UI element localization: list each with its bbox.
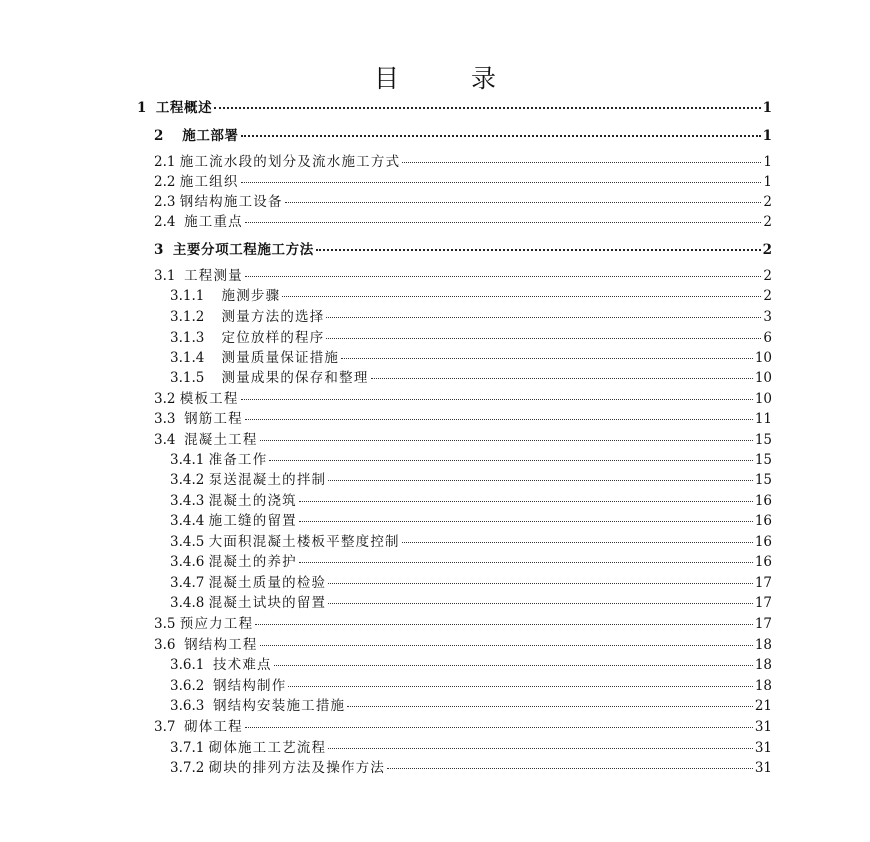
toc-entry[interactable]	[154, 240, 772, 260]
toc-entry[interactable]	[154, 430, 772, 450]
toc-entry[interactable]	[170, 328, 772, 348]
toc-entry-number: 3.4.7	[170, 575, 205, 591]
toc-entry-page-number: 31	[754, 719, 772, 735]
toc-dot-leader	[285, 198, 762, 203]
toc-entry-label: 大面积混凝土楼板平整度控制	[208, 534, 400, 550]
toc-entry-number: 3.1.3	[170, 330, 205, 346]
toc-entry-page-number: 18	[754, 637, 772, 653]
toc-dot-leader	[260, 641, 753, 646]
toc-entry-spacer	[175, 635, 184, 655]
toc-dot-leader	[241, 178, 762, 183]
toc-entry-spacer	[204, 696, 213, 716]
toc-entry[interactable]	[170, 368, 772, 388]
toc-entry-number: 3.1	[154, 268, 176, 284]
toc-entry-page-number: 15	[754, 432, 772, 448]
toc-dot-leader	[371, 374, 753, 379]
toc-entry[interactable]	[170, 738, 772, 758]
toc-entry[interactable]	[154, 152, 772, 172]
toc-entry-number: 3	[154, 242, 164, 258]
toc-entry-label: 砌体施工工艺流程	[208, 740, 327, 756]
toc-entry-number: 3.1.5	[170, 370, 205, 386]
toc-entry-label: 准备工作	[208, 452, 268, 468]
toc-entry-spacer	[146, 98, 155, 118]
toc-entry-spacer	[204, 655, 213, 675]
toc-entry-spacer	[204, 348, 221, 368]
toc-entry-page-number: 1	[762, 128, 772, 144]
toc-entry-number: 3.1.4	[170, 350, 205, 366]
toc-entry[interactable]	[170, 491, 772, 511]
toc-dot-leader	[387, 764, 753, 769]
toc-dot-leader	[245, 272, 762, 277]
toc-entry-label: 钢结构工程	[184, 637, 258, 653]
toc-entry-label: 混凝土质量的检验	[208, 575, 327, 591]
toc-entry-page-number: 21	[754, 698, 772, 714]
toc-entry-spacer	[175, 430, 184, 450]
toc-entry[interactable]	[137, 98, 772, 118]
toc-dot-leader	[274, 661, 753, 666]
toc-entry-spacer	[204, 286, 221, 306]
toc-entry-label: 预应力工程	[179, 616, 254, 632]
toc-dot-leader	[245, 723, 753, 728]
toc-entry-label: 混凝土的浇筑	[208, 493, 297, 509]
toc-dot-leader	[241, 395, 753, 400]
toc-entry-spacer	[204, 307, 221, 327]
toc-entry-number: 3.4	[154, 432, 176, 448]
toc-entry-spacer	[175, 212, 184, 232]
toc-entry-label: 施工重点	[184, 214, 243, 230]
toc-dot-leader	[282, 292, 761, 297]
toc-entry[interactable]	[170, 573, 772, 593]
toc-entry-page-number: 18	[754, 678, 772, 694]
toc-entry-page-number: 2	[763, 214, 772, 230]
page-title-part-1: 目	[373, 64, 399, 93]
toc-entry-page-number: 17	[754, 616, 772, 632]
toc-entry-spacer	[204, 368, 221, 388]
toc-entry[interactable]	[154, 389, 772, 409]
toc-entry[interactable]	[170, 552, 772, 572]
toc-entry[interactable]	[154, 717, 772, 737]
toc-entry-number: 3.5	[154, 616, 176, 632]
toc-dot-leader	[299, 497, 753, 502]
toc-dot-leader	[245, 218, 762, 223]
toc-entry-page-number: 2	[763, 268, 772, 284]
toc-entry-label: 工程概述	[155, 100, 213, 116]
toc-entry-page-number: 1	[763, 154, 772, 170]
toc-entry-label: 施工组织	[179, 174, 239, 190]
toc-entry-page-number: 15	[754, 472, 772, 488]
toc-entry-label: 工程测量	[184, 268, 243, 284]
toc-entry-number: 3.4.6	[170, 554, 205, 570]
toc-dot-leader	[260, 436, 753, 441]
toc-entry-page-number: 15	[754, 452, 772, 468]
toc-entry-page-number: 6	[763, 330, 772, 346]
toc-entry-number: 3.7	[154, 719, 176, 735]
toc-entry-page-number: 16	[754, 493, 772, 509]
toc-entry[interactable]	[154, 192, 772, 212]
toc-entry-page-number: 17	[754, 595, 772, 611]
toc-entry[interactable]	[154, 172, 772, 192]
page-title-part-2: 录	[471, 64, 497, 93]
toc-entry-label: 砌体工程	[184, 719, 243, 735]
toc-entry-label: 钢结构施工设备	[179, 194, 283, 210]
toc-entry-page-number: 31	[754, 740, 772, 756]
toc-entry-page-number: 10	[754, 370, 772, 386]
toc-entry-label: 施工部署	[182, 128, 239, 144]
toc-entry[interactable]	[154, 126, 772, 146]
toc-entry-page-number: 2	[762, 242, 772, 258]
toc-dot-leader	[255, 620, 753, 625]
toc-entry-label: 混凝土的养护	[208, 554, 297, 570]
toc-entry-number: 3.6.1	[170, 657, 205, 673]
toc-entry[interactable]	[170, 286, 772, 306]
toc-entry[interactable]	[170, 655, 772, 675]
toc-entry[interactable]	[170, 511, 772, 531]
toc-entry-label: 测量质量保证措施	[221, 350, 340, 366]
toc-entry-number: 3.4.4	[170, 513, 205, 529]
toc-dot-leader	[299, 558, 753, 563]
toc-entry-number: 3.4.1	[170, 452, 205, 468]
toc-entry-page-number: 2	[763, 194, 772, 210]
toc-dot-leader	[341, 354, 753, 359]
toc-entry-page-number: 1	[762, 100, 772, 116]
toc-entry[interactable]	[170, 676, 772, 696]
toc-dot-leader	[326, 313, 761, 318]
toc-entry-page-number: 16	[754, 534, 772, 550]
toc-entry[interactable]	[170, 348, 772, 368]
toc-entry-page-number: 16	[754, 554, 772, 570]
toc-entry-label: 混凝土工程	[184, 432, 258, 448]
toc-entry-spacer	[163, 240, 172, 260]
toc-entry[interactable]	[154, 409, 772, 429]
toc-entry-page-number: 10	[754, 350, 772, 366]
toc-entry-number: 3.3	[154, 411, 176, 427]
toc-dot-leader	[326, 334, 761, 339]
toc-entry-page-number: 16	[754, 513, 772, 529]
toc-dot-leader	[299, 517, 753, 522]
toc-entry[interactable]	[154, 614, 772, 634]
toc-entry[interactable]	[170, 532, 772, 552]
toc-entry[interactable]	[154, 635, 772, 655]
toc-dot-leader	[402, 538, 753, 543]
toc-dot-leader	[328, 579, 753, 584]
toc-entry-label: 施工缝的留置	[208, 513, 297, 529]
toc-entry-page-number: 17	[754, 575, 772, 591]
toc-entry-spacer	[204, 328, 221, 348]
toc-entry-number: 3.6.3	[170, 698, 205, 714]
toc-entry-spacer	[204, 676, 213, 696]
toc-dot-leader	[328, 744, 753, 749]
toc-entry[interactable]	[154, 266, 772, 286]
toc-entry-number: 3.7.2	[170, 760, 205, 776]
toc-entry-label: 模板工程	[179, 391, 239, 407]
toc-entry-number: 2.1	[154, 154, 176, 170]
toc-entry-number: 3.1.1	[170, 288, 205, 304]
toc-entry-label: 施工流水段的划分及流水施工方式	[179, 154, 401, 170]
toc-entry-spacer	[175, 717, 184, 737]
toc-entry-label: 钢结构制作	[212, 678, 287, 694]
toc-entry-label: 测量成果的保存和整理	[221, 370, 369, 386]
toc-entry-page-number: 3	[763, 309, 772, 325]
toc-entry[interactable]	[170, 470, 772, 490]
toc-entry-number: 3.4.5	[170, 534, 205, 550]
toc-entry-label: 钢结构安装施工措施	[212, 698, 346, 714]
toc-dot-leader	[347, 702, 753, 707]
toc-entry-number: 2.4	[154, 214, 176, 230]
toc-dot-leader	[245, 415, 753, 420]
toc-entry-page-number: 31	[754, 760, 772, 776]
toc-entry-number: 3.4.8	[170, 595, 205, 611]
toc-dot-leader	[214, 103, 760, 109]
toc-entry[interactable]	[154, 212, 772, 232]
toc-entry[interactable]	[170, 450, 772, 470]
toc-entry-label: 混凝土试块的留置	[208, 595, 327, 611]
toc-dot-leader	[241, 131, 761, 137]
toc-dot-leader	[288, 682, 752, 687]
toc-entry-page-number: 11	[754, 411, 772, 427]
toc-entry-number: 3.6.2	[170, 678, 205, 694]
toc-entry-label: 施测步骤	[221, 288, 281, 304]
toc-dot-leader	[328, 476, 753, 481]
toc-entry-label: 砌块的排列方法及操作方法	[208, 760, 386, 776]
toc-entry-number: 3.1.2	[170, 309, 205, 325]
toc-dot-leader	[316, 245, 761, 251]
toc-entry-spacer	[175, 266, 184, 286]
toc-entry-label: 泵送混凝土的拌制	[208, 472, 327, 488]
toc-entry-spacer	[163, 126, 182, 146]
toc-entry-spacer	[175, 409, 184, 429]
toc-entry-number: 2.2	[154, 174, 176, 190]
toc-entry-page-number: 10	[754, 391, 772, 407]
toc-entry-number: 3.7.1	[170, 740, 205, 756]
toc-entry-number: 3.6	[154, 637, 176, 653]
toc-entry-label: 技术难点	[212, 657, 272, 673]
toc-entry[interactable]	[170, 696, 772, 716]
toc-entry-number: 3.4.2	[170, 472, 205, 488]
toc-entry-label: 钢筋工程	[184, 411, 243, 427]
toc-entry-number: 3.2	[154, 391, 176, 407]
toc-entry-label: 定位放样的程序	[221, 330, 325, 346]
toc-entry-number: 3.4.3	[170, 493, 205, 509]
toc-dot-leader	[328, 599, 753, 604]
toc-dot-leader	[269, 456, 752, 461]
toc-entry-number: 2	[154, 128, 164, 144]
toc-entry-page-number: 1	[763, 174, 772, 190]
toc-entry-page-number: 2	[763, 288, 772, 304]
toc-entry-label: 主要分项工程施工方法	[172, 242, 314, 258]
toc-entry-label: 测量方法的选择	[221, 309, 325, 325]
toc-dot-leader	[402, 158, 761, 163]
toc-entry-number: 2.3	[154, 194, 176, 210]
toc-entry[interactable]	[170, 758, 772, 778]
toc-entry[interactable]	[170, 593, 772, 613]
toc-entry-page-number: 18	[754, 657, 772, 673]
toc-entry-number: 1	[137, 100, 147, 116]
toc-entry[interactable]	[170, 307, 772, 327]
